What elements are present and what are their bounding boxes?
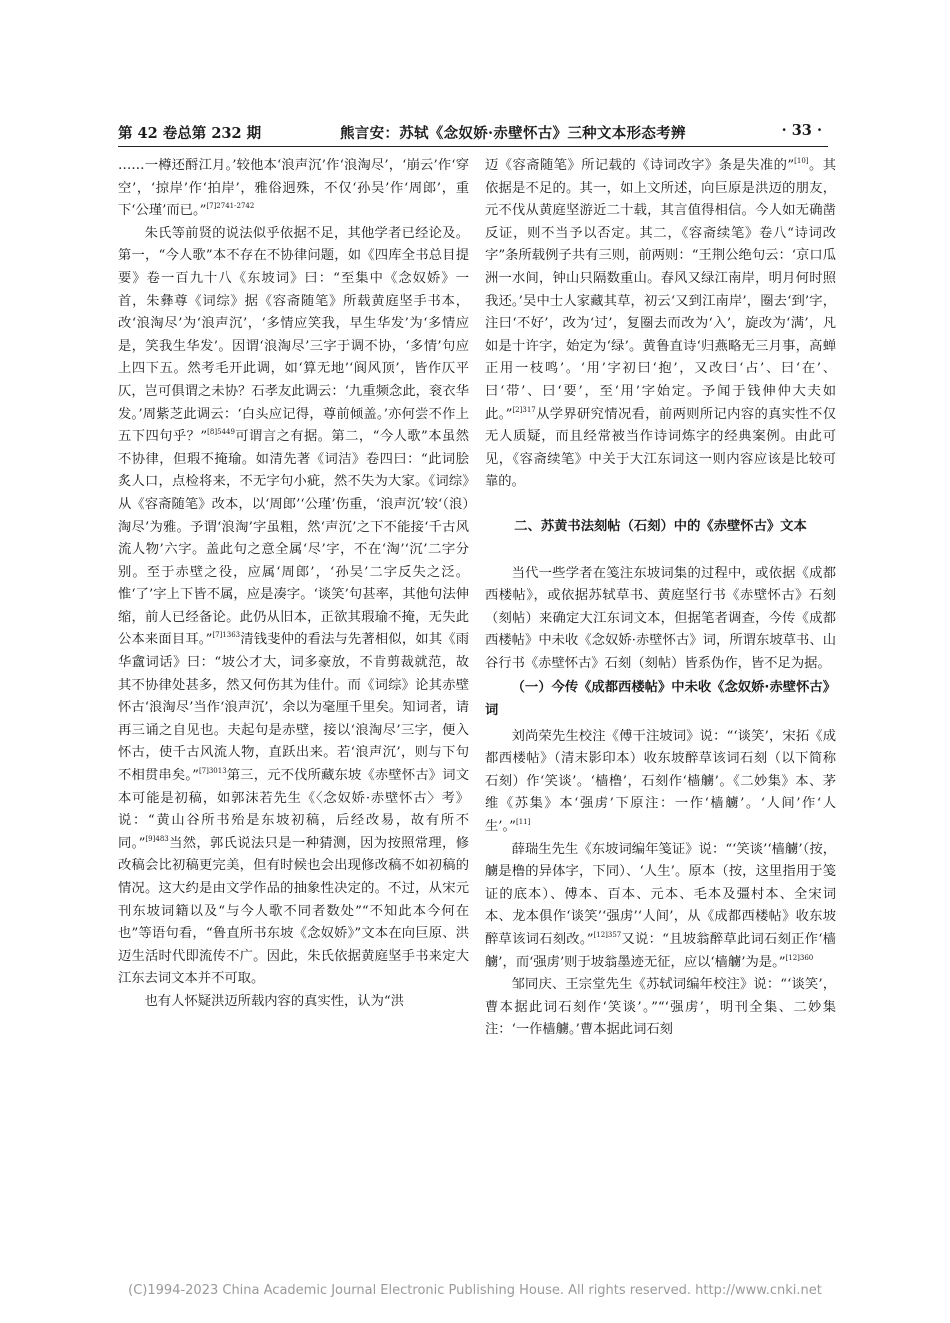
paragraph: 当代一些学者在笺注东坡词集的过程中，或依据《成都西楼帖》，或依据苏轼草书、黄庭坚行书《赤壁怀古》石刻（刻帖）来确定大江东词文本，但据笔者调查，今传《成都西楼帖》中未收《念奴娇·赤壁怀古》词，所谓东坡草书、山谷行书《赤壁怀古》石刻（刻帖）皆系伪作，皆不足为据。: [485, 565, 836, 671]
paragraph: 也有人怀疑洪迈所载内容的真实性，认为“洪: [144, 993, 405, 1009]
article-running-title: 熊言安：苏轼《念奴娇·赤壁怀古》三种文本形态考辨: [340, 125, 686, 142]
citation: [7]3013: [198, 767, 227, 776]
paragraph: 刘尚荣先生校注《傅干注坡词》说：“‘谈笑’，宋拓《成都西楼帖》（清末影印本）收东坡醉草该词石刻（以下简称石刻）作‘笑谈’。‘樯橹’，石刻作‘樯艣’。《二妙集》本、茅维《苏集》本‘强虏’下原注：一作‘樯艣’。‘人间’作‘人生’。”[11]: [485, 728, 836, 835]
citation: [8]5449: [207, 428, 235, 437]
page-number: · 33 ·: [781, 122, 822, 139]
subsection-heading: （一）今传《成都西楼帖》中未收《念奴娇·赤壁怀古》词: [485, 680, 836, 719]
citation: [7]2741-2742: [206, 202, 255, 211]
citation: [10]: [794, 157, 809, 165]
left-column: [118, 155, 469, 1014]
paragraph: 邹同庆、王宗堂先生《苏轼词编年校注》说：“‘谈笑’，曹本据此词石刻作‘笑谈’。”“‘强虏’，明刊全集、二妙集注：‘一作樯艣。’曹本据此词石刻: [485, 977, 836, 1038]
paragraph: 薛瑞生先生《东坡词编年笺证》说：“‘笑谈’‘樯艣’（按，艣是橹的异体字，下同）、‘人生’。原本（按，这里指用于笺证的底本）、傅本、百本、元本、毛本及彊村本、全宋词本、龙本俱作‘谈笑’‘强虏’‘人间’，从《成都西楼帖》收东坡醉草该词石刻改。”$^{[12]357}$又说：“且坡翁醉草此词石刻正作‘樯艣’，而‘强虏’则于坡翁墨迹无征，应以‘樯艣’为是。”$^{[12]360}$: [485, 841, 836, 970]
citation: [2]317: [512, 405, 536, 414]
citation: [12]357: [593, 931, 622, 939]
paragraph: 迈《容斋随笔》所记载的《诗词改字》条是失准的”[10]。其依据是不足的。其一，如上文所述，向巨原是洪迈的朋友，元不伐从黄庭坚游近二十载，其言值得相信。今人如无确凿反证，则不当予以否定。其二，《容斋续笔》卷八“诗词改字”条所载例子共有三则，前两则：“王荆公绝句云：‘京口瓜洲一水间，钟山只隔数重山。春风又绿江南岸，明月何时照我还。’吴中士人家藏其草，初云‘又到江南岸’，圈去‘到’字，注曰‘不好’，改为‘过’，复圈去而改为‘入’，旋改为‘满’，凡如是十许字，始定为‘绿’。黄鲁直诗‘归燕略无三月事，高蝉正用一枝鸣’。‘用’字初曰‘抱’，又改曰‘占’、曰‘在’、曰‘带’、曰‘要’，至‘用’字始定。予闻于钱伸仲大夫如此。”$^{[2]317}$从学界研究情况看，前两则所记内容的真实性不仅无人质疑，而且经常被当作诗词炼字的经典案例。由此可见，《容斋续笔》中关于大江东词这一则内容应该是比较可靠的。: [485, 157, 836, 490]
citation: [9]483: [145, 834, 169, 843]
right-column: [485, 155, 836, 1042]
paragraph: ……一樽还酹江月。’较他本‘浪声沉’作‘浪淘尽’，‘崩云’作‘穿空’，‘掠岸’作‘拍岸’，雅俗迥殊，不仅‘孙吴’作‘周郎’，重下‘公瑾’而已。”$^{[7]2741-2742}$: [118, 158, 469, 219]
journal-volume: 第 42 卷总第 232 期: [118, 125, 262, 142]
copyright-footer: (C)1994-2023 China Academic Journal Electronic Publishing House. All rights reserved. http://www.cnki.net: [128, 1283, 822, 1298]
paragraph: 朱氏等前贤的说法似乎依据不足，其他学者已经论及。第一，“今人歌”本不存在不协律问题，如《四库全书总目提要》卷一百九十八《东坡词》曰：“至集中《念奴娇》一首，朱彝尊《词综》据《容斋随笔》所载黄庭坚手书本，改‘浪淘尽’为‘浪声沉’，‘多情应笑我，早生华发’为‘多情应是，笑我生华发’。因谓‘浪淘尽’三字于调不协，‘多情’句应上四下五。然考毛开此调，如‘算无地’‘阆风顶’，皆作仄平仄，岂可俱谓之未协？石孝友此调云：‘九重频念此，衮衣华发。’周紫芝此调云：‘白头应记得，尊前倾盖。’亦何尝不作上五下四句乎？”$^{[8]5449}$可谓言之有据。第二，“今人歌”本虽然不协律，但瑕不掩瑜。如清先著《词洁》卷四曰：“此词脍炙人口，点检将来，不无字句小疵，然不失为大家。《词综》从《容斋随笔》改本，以‘周郎’‘公瑾’伤重，‘浪声沉’较‘（浪）淘尽’为雅。予谓‘浪淘’字虽粗，然‘声沉’之下不能接‘千古风流人物’六字。盖此句之意全属‘尽’字，不在‘淘’‘沉’二字分别。至于赤壁之役，应属‘周郎’，‘孙吴’二字反失之泛。惟‘了’字上下皆不属，应是凑字。‘谈笑’句甚率，其他句法伸缩，前人已经备论。此仍从旧本，正欲其瑕瑜不掩，无失此公本来面目耳。”$^{[7]1363}$清钱斐仲的看法与先著相似，如其《雨华盦词话》曰：“坡公才大，词多豪放，不肯剪裁就范，故其不协律处甚多，然又何伤其为佳什。而《词综》论其赤壁怀古‘浪淘尽’当作‘浪声沉’，余以为毫厘千里矣。知词者，请再三诵之自见也。夫起句是赤壁，接以‘浪淘尽’三字，便入怀古，使千古风流人物，直跃出来。若‘浪声沉’，则与下句不相贯串矣。”$^{[7]3013}$第三，元不伐所藏东坡《赤壁怀古》词文本可能是初稿，如郭沫若先生《〈念奴娇·赤壁怀古〉考》说：“黄山谷所书殆是东坡初稿，后经改易，故有所不同。”$^{[9]483}$当然，郭氏说法只是一种猜测，因为按照常理，修改稿会比初稿更完美，但有时候也会出现修改稿不如初稿的情况。这大约是由文学作品的抽象性决定的。不过，从宋元刊东坡词籍以及“与今人歌不同者数处”“不知此本今何在也”等语句看，“鲁直所书东坡《念奴娇》”文本在向巨原、洪迈生活时代即流传不广。因此，朱氏依据黄庭坚手书来定大江东去词文本并不可取。: [118, 225, 470, 987]
section-heading: 二、苏黄书法刻帖（石刻）中的《赤壁怀古》文本: [514, 518, 807, 534]
citation: [12]360: [785, 953, 814, 962]
citation: [7]1363: [212, 631, 241, 640]
citation: [11]: [515, 818, 531, 827]
running-header: [118, 120, 828, 147]
